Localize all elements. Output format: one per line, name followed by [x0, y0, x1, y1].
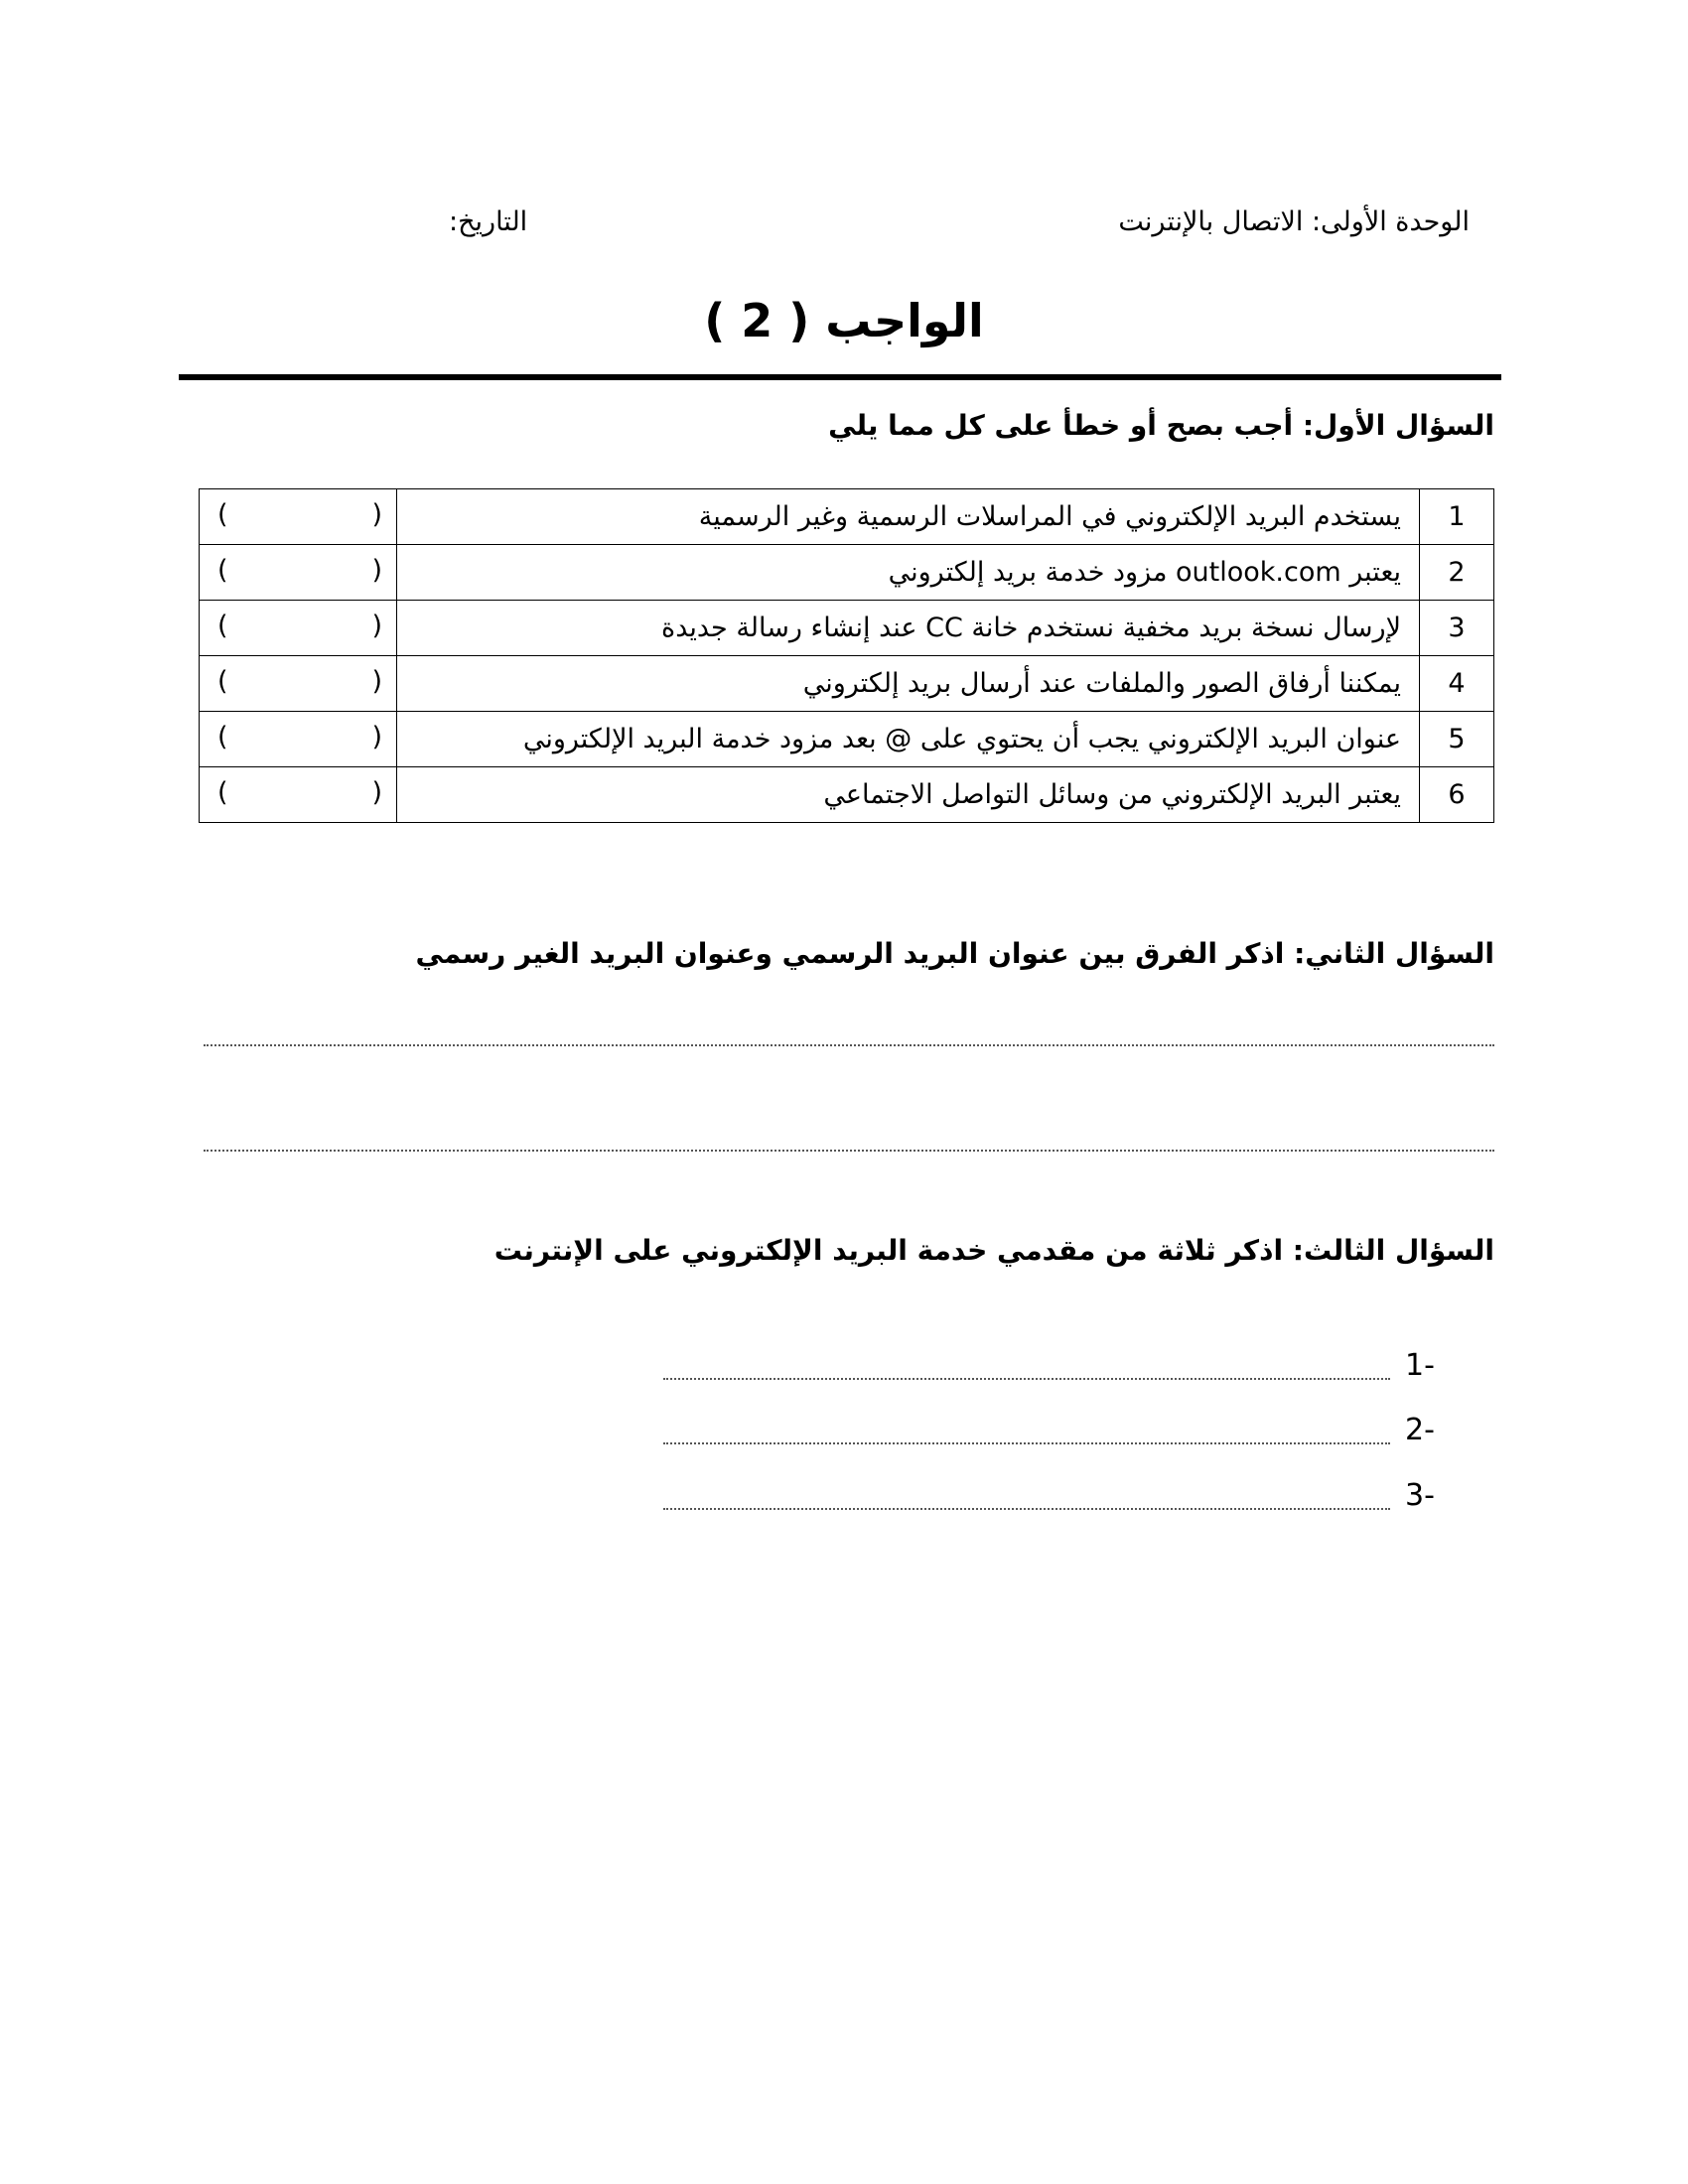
open-paren: ( [371, 666, 382, 697]
unit-title: الوحدة الأولى: الاتصال بالإنترنت [1118, 206, 1470, 237]
open-paren: ( [371, 611, 382, 641]
open-paren: ( [371, 777, 382, 808]
open-paren: ( [371, 555, 382, 586]
statement-text: يعتبر البريد الإلكتروني من وسائل التواصل الاجتماعي [397, 767, 1420, 823]
close-paren: ) [217, 611, 228, 641]
close-paren: ) [217, 777, 228, 808]
answer-cell[interactable] [200, 656, 397, 712]
question-2-heading: السؤال الثاني: اذكر الفرق بين عنوان البريد الرسمي وعنوان البريد الغير رسمي [415, 937, 1494, 970]
row-number: 2 [1420, 545, 1494, 601]
true-false-table [199, 488, 1494, 823]
statement-text: لإرسال نسخة بريد مخفية نستخدم خانة CC عند إنشاء رسالة جديدة [397, 601, 1420, 656]
statement-text: يستخدم البريد الإلكتروني في المراسلات الرسمية وغير الرسمية [397, 489, 1420, 545]
open-paren: ( [371, 722, 382, 752]
table-row [200, 767, 1494, 823]
table-row [200, 712, 1494, 767]
page-title: الواجب ( 2 ) [704, 294, 984, 347]
answer-cell[interactable] [200, 489, 397, 545]
statement-text: عنوان البريد الإلكتروني يجب أن يحتوي على @ بعد مزود خدمة البريد الإلكتروني [397, 712, 1420, 767]
close-paren: ) [217, 499, 228, 530]
row-number: 5 [1420, 712, 1494, 767]
date-label: التاريخ: [449, 206, 528, 237]
close-paren: ) [217, 666, 228, 697]
answer-line[interactable] [204, 1044, 1494, 1046]
table-row [200, 489, 1494, 545]
open-paren: ( [371, 499, 382, 530]
answer-cell[interactable] [200, 601, 397, 656]
title-divider [179, 374, 1501, 380]
answer-cell[interactable] [200, 545, 397, 601]
answer-cell[interactable] [200, 767, 397, 823]
list-item-number: 3- [1405, 1478, 1435, 1513]
answer-cell[interactable] [200, 712, 397, 767]
row-number: 1 [1420, 489, 1494, 545]
table-row [200, 545, 1494, 601]
table-row [200, 656, 1494, 712]
close-paren: ) [217, 722, 228, 752]
close-paren: ) [217, 555, 228, 586]
list-item-number: 1- [1405, 1348, 1435, 1383]
answer-line[interactable] [204, 1150, 1494, 1152]
question-3-heading: السؤال الثالث: اذكر ثلاثة من مقدمي خدمة البريد الإلكتروني على الإنترنت [493, 1234, 1494, 1267]
table-row [200, 601, 1494, 656]
answer-line[interactable] [663, 1508, 1390, 1510]
answer-line[interactable] [663, 1378, 1390, 1380]
statement-text: يعتبر outlook.com مزود خدمة بريد إلكتروني [397, 545, 1420, 601]
row-number: 4 [1420, 656, 1494, 712]
question-1-heading: السؤال الأول: أجب بصح أو خطأ على كل مما يلي [828, 409, 1494, 442]
answer-line[interactable] [663, 1442, 1390, 1444]
list-item-number: 2- [1405, 1413, 1435, 1447]
statement-text: يمكننا أرفاق الصور والملفات عند أرسال بريد إلكتروني [397, 656, 1420, 712]
row-number: 6 [1420, 767, 1494, 823]
row-number: 3 [1420, 601, 1494, 656]
